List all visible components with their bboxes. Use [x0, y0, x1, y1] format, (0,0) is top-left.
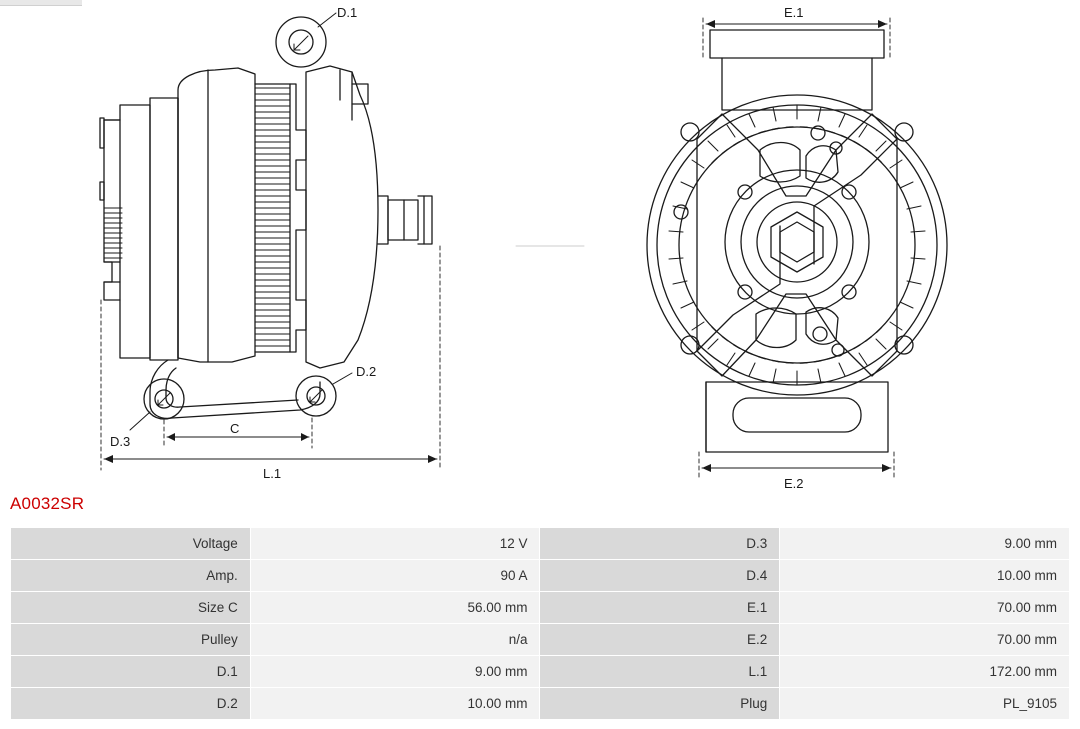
- alternator-front-view: [647, 18, 947, 480]
- spec-label: Voltage: [11, 528, 251, 560]
- table-row: [11, 656, 1070, 688]
- spec-value: n/a: [250, 624, 540, 656]
- part-number: A0032SR: [10, 494, 85, 513]
- spec-value: 90 A: [250, 560, 540, 592]
- alternator-side-view: [100, 13, 584, 470]
- specifications-table: [10, 527, 1070, 720]
- label-e1: E.1: [784, 5, 804, 20]
- spec-value: 10.00 mm: [250, 688, 540, 720]
- table-row: [11, 528, 1070, 560]
- spec-label: E.1: [540, 592, 780, 624]
- spec-value: 70.00 mm: [780, 624, 1070, 656]
- spec-label: Amp.: [11, 560, 251, 592]
- spec-value: PL_9105: [780, 688, 1070, 720]
- spec-label: Size C: [11, 592, 251, 624]
- spec-label: D.4: [540, 560, 780, 592]
- spec-value: 10.00 mm: [780, 560, 1070, 592]
- spec-value: 70.00 mm: [780, 592, 1070, 624]
- spec-value: 9.00 mm: [250, 656, 540, 688]
- label-d1: D.1: [337, 5, 358, 20]
- spec-value: 172.00 mm: [780, 656, 1070, 688]
- spec-label: Pulley: [11, 624, 251, 656]
- table-row: [11, 592, 1070, 624]
- spec-label: D.1: [11, 656, 251, 688]
- spec-label: L.1: [540, 656, 780, 688]
- label-c: C: [230, 421, 240, 436]
- spec-value: 56.00 mm: [250, 592, 540, 624]
- spec-value: 12 V: [250, 528, 540, 560]
- label-d3: D.3: [110, 434, 131, 449]
- table-row: [11, 688, 1070, 720]
- spec-value: 9.00 mm: [780, 528, 1070, 560]
- label-e2: E.2: [784, 476, 804, 491]
- spec-label: Plug: [540, 688, 780, 720]
- table-row: [11, 624, 1070, 656]
- spec-label: D.3: [540, 528, 780, 560]
- spec-label: E.2: [540, 624, 780, 656]
- label-l1: L.1: [263, 466, 282, 481]
- label-d2: D.2: [356, 364, 377, 379]
- spec-label: D.2: [11, 688, 251, 720]
- table-row: [11, 560, 1070, 592]
